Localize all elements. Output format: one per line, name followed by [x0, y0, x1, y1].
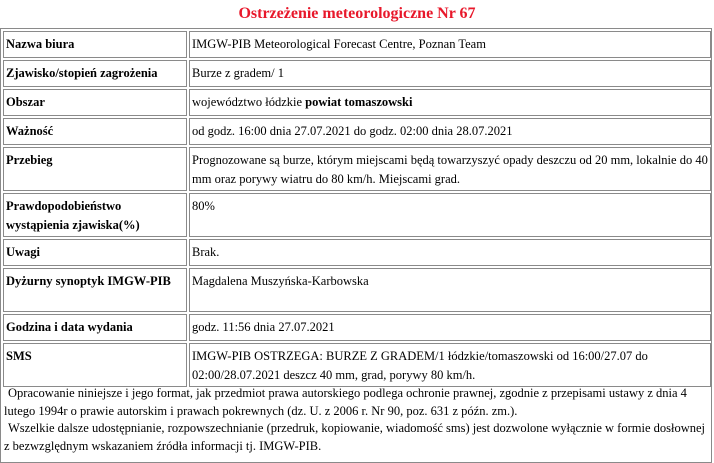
value-issued: godz. 11:56 dnia 27.07.2021: [189, 314, 711, 341]
label-forecaster: Dyżurny synoptyk IMGW-PIB: [3, 268, 187, 312]
value-probability: 80%: [189, 193, 711, 237]
label-remarks: Uwagi: [3, 239, 187, 266]
label-phenomenon: Zjawisko/stopień zagrożenia: [3, 60, 187, 87]
label-validity: Ważność: [3, 118, 187, 145]
redistribution-paragraph: Wszelkie dalsze udostępnianie, rozpowszechnianie (przedruk, kopiowanie, wiadomość sms) jest dozwolone wyłącznie w formie dosłownej z bezwzględnym wskazaniem źródła informacji tj. IMGW-PIB.: [4, 421, 706, 453]
copyright-paragraph: Opracowanie niniejsze i jego format, jak przedmiot prawa autorskiego podlega ochronie prawnej, zgodnie z przepisami ustawy z dnia 4 lutego 1994r o prawie autorskim i prawach pokrewnych (dz. U. z 2006 r. Nr 90, poz. 631 z późn. zm.).: [4, 386, 687, 418]
label-office: Nazwa biura: [3, 31, 187, 58]
row-probability: [3, 193, 711, 237]
label-course: Przebieg: [3, 147, 187, 191]
copyright-notice: [4, 385, 706, 455]
row-area: [3, 89, 711, 116]
row-course: [3, 147, 711, 191]
label-probability: Prawdopodobieństwo wystąpienia zjawiska(%): [3, 193, 187, 237]
row-forecaster: [3, 268, 711, 312]
row-validity: [3, 118, 711, 145]
label-issued: Godzina i data wydania: [3, 314, 187, 341]
value-forecaster: Magdalena Muszyńska-Karbowska: [189, 268, 711, 312]
area-county: powiat tomaszowski: [305, 95, 413, 109]
value-area: [189, 89, 711, 116]
warning-title: Ostrzeżenie meteorologiczne Nr 67: [238, 5, 476, 22]
warning-table: [1, 29, 713, 389]
area-voivodeship: województwo łódzkie: [192, 95, 306, 109]
value-phenomenon: Burze z gradem/ 1: [189, 60, 711, 87]
label-area: Obszar: [3, 89, 187, 116]
row-issued: [3, 314, 711, 341]
value-course: Prognozowane są burze, którym miejscami będą towarzyszyć opady deszczu od 20 mm, lokalnie do 40 mm oraz porywy wiatru do 80 km/h. Miejscami grad.: [189, 147, 711, 191]
value-validity: od godz. 16:00 dnia 27.07.2021 do godz. 02:00 dnia 28.07.2021: [189, 118, 711, 145]
label-sms: SMS: [3, 343, 187, 387]
row-office: [3, 31, 711, 58]
row-sms: [3, 343, 711, 387]
value-sms: IMGW-PIB OSTRZEGA: BURZE Z GRADEM/1 łódzkie/tomaszowski od 16:00/27.07 do 02:00/28.07.2021 deszcz 40 mm, grad, porywy 80 km/h.: [189, 343, 711, 387]
row-phenomenon: [3, 60, 711, 87]
row-remarks: [3, 239, 711, 266]
value-remarks: Brak.: [189, 239, 711, 266]
value-office: IMGW-PIB Meteorological Forecast Centre, Poznan Team: [189, 31, 711, 58]
